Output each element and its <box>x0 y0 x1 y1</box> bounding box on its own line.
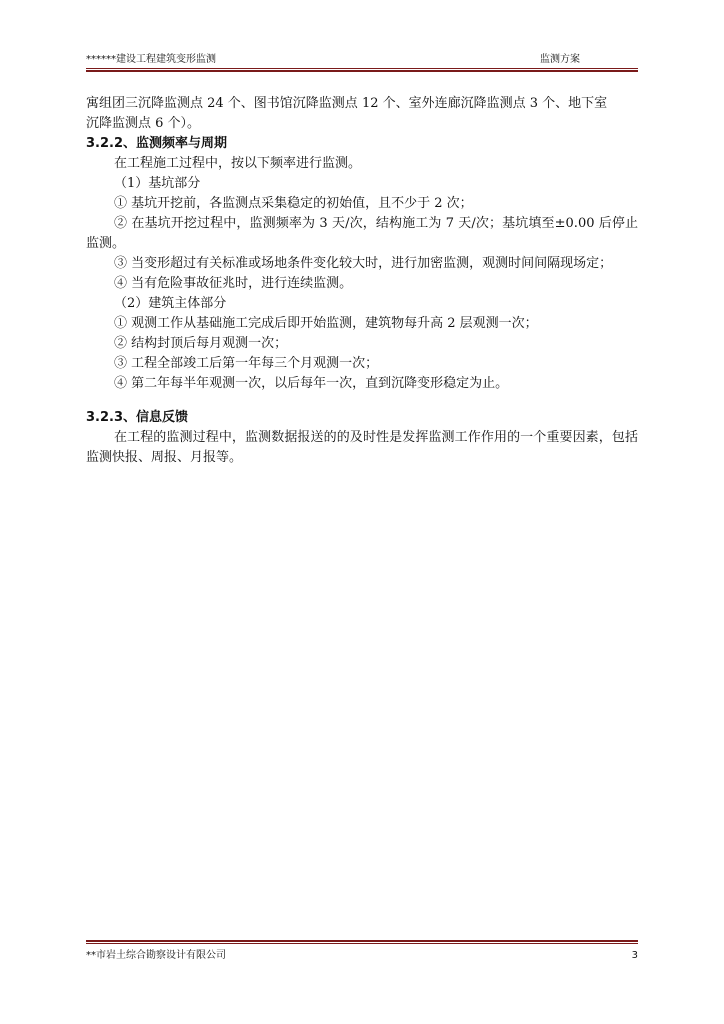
list-item: ③ 当变形超过有关标准或场地条件变化较大时，进行加密监测，观测时间间隔现场定； <box>114 256 613 271</box>
page-number: 3 <box>631 950 638 961</box>
section-heading-3-2-3: 3.2.3、信息反馈 <box>86 410 189 425</box>
page-content <box>86 94 638 468</box>
intro-paragraph-line: 沉降监测点 6 个）。 <box>86 116 201 131</box>
feedback-paragraph: 在工程的监测过程中，监测数据报送的的及时性是发挥监测工作作用的一个重要因素，包括监测快报、周报、月报等。 <box>86 430 638 465</box>
list-item: ④ 当有危险事故征兆时，进行连续监测。 <box>114 276 353 291</box>
header-document-title: ******建设工程建筑变形监测 <box>86 54 216 65</box>
list-item: ② 结构封顶后每月观测一次； <box>114 336 288 351</box>
list-item: ④ 第二年每半年观测一次，以后每年一次，直到沉降变形稳定为止。 <box>114 376 509 391</box>
list-item: ① 基坑开挖前，各监测点采集稳定的初始值，且不少于 2 次； <box>114 196 473 211</box>
section-intro: 在工程施工过程中，按以下频率进行监测。 <box>114 156 362 171</box>
header-divider <box>86 68 638 72</box>
section-heading-3-2-2: 3.2.2、监测频率与周期 <box>86 136 228 151</box>
list-item: ③ 工程全部竣工后第一年每三个月观测一次； <box>114 356 379 371</box>
subsection-title-foundation-pit: （1）基坑部分 <box>114 176 201 191</box>
footer-company-name: **市岩土综合勘察设计有限公司 <box>86 950 226 961</box>
list-item: ② 在基坑开挖过程中，监测频率为 3 天/次，结构施工为 7 天/次；基坑填至±0.00 后停止监测。 <box>86 216 638 251</box>
intro-paragraph-line: 寓组团三沉降监测点 24 个、图书馆沉降监测点 12 个、室外连廊沉降监测点 3 个、地下室 <box>86 96 608 111</box>
subsection-title-main-structure: （2）建筑主体部分 <box>114 296 227 311</box>
header-section-title: 监测方案 <box>540 54 580 65</box>
footer-divider <box>86 940 638 944</box>
list-item: ① 观测工作从基础施工完成后即开始监测，建筑物每升高 2 层观测一次； <box>114 316 538 331</box>
section-spacer <box>86 394 638 408</box>
page-footer <box>86 950 638 964</box>
